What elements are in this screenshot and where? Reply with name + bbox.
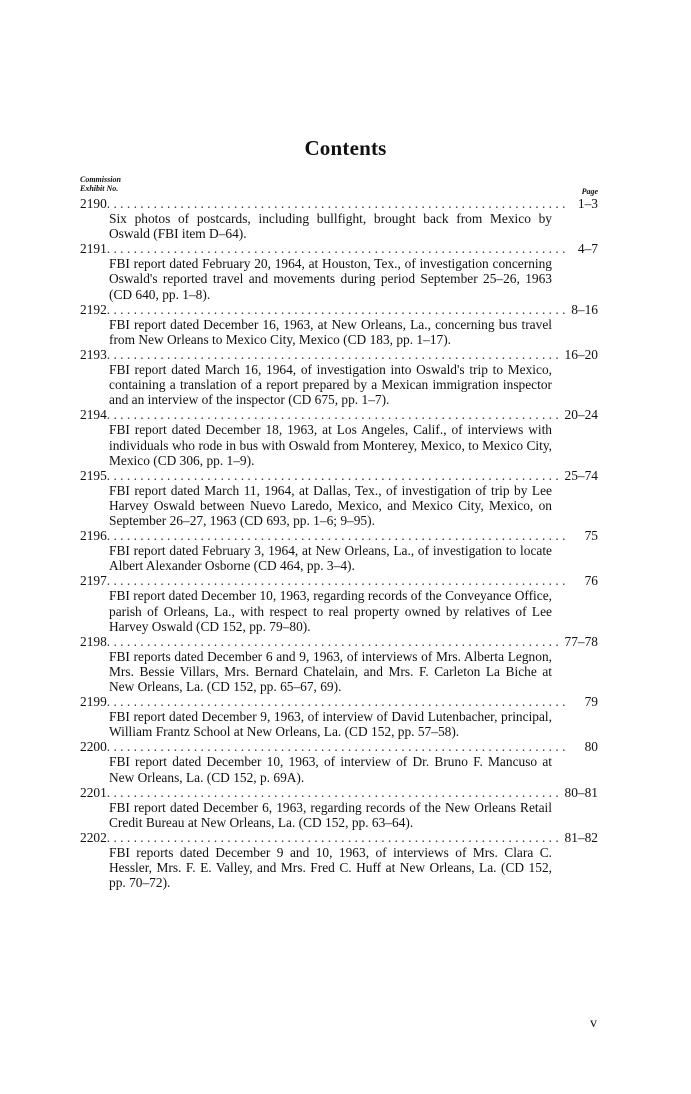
exhibit-number: 2200 (80, 739, 107, 755)
dot-leader (107, 830, 562, 845)
entry-header-line (80, 241, 598, 256)
exhibit-description: Six photos of postcards, including bullfight, brought back from Mexico by Oswald (FBI item D–64). (109, 211, 552, 242)
page-range: 20–24 (564, 407, 598, 423)
contents-entry (80, 830, 598, 890)
dot-leader (107, 407, 562, 422)
dot-leader (107, 302, 565, 317)
page-folio: v (590, 1016, 597, 1031)
exhibit-number: 2192 (80, 301, 107, 317)
entry-header-line (80, 739, 598, 754)
contents-entry (80, 785, 598, 830)
page-range: 80–81 (564, 784, 598, 800)
exhibit-description: FBI reports dated December 6 and 9, 1963, of interviews of Mrs. Alberta Legnon, Mrs. Bessie Villars, Mrs. Bernard Chatelain, and Mrs. F. Carleton La Biche at New Orleans, La. (CD 152, pp. 65–67, 69). (109, 648, 552, 694)
entry-header-line (80, 347, 598, 362)
exhibit-number: 2193 (80, 346, 107, 362)
page-title: Contents (304, 136, 387, 160)
exhibit-description: FBI report dated December 6, 1963, regarding records of the New Orleans Retail Credit Bureau at New Orleans, La. (CD 152, pp. 63–64). (109, 799, 552, 830)
contents-entry (80, 302, 598, 347)
exhibit-description: FBI report dated December 16, 1963, at New Orleans, La., concerning bus travel from New Orleans to Mexico City, Mexico (CD 183, pp. 1–17). (109, 316, 552, 347)
page-range: 79 (584, 694, 598, 710)
exhibit-number: 2201 (80, 784, 107, 800)
exhibit-number: 2202 (80, 829, 107, 845)
dot-leader (107, 634, 562, 649)
dot-leader (107, 694, 565, 709)
exhibit-description: FBI reports dated December 9 and 10, 1963, of interviews of Mrs. Clara C. Hessler, Mrs. F. E. Valley, and Mrs. Fred C. Huff at New Orleans, La. (CD 152, pp. 70–72). (109, 845, 552, 891)
exhibit-description: FBI report dated December 10, 1963, of interview of Dr. Bruno F. Mancuso at New Orleans, La. (CD 152, p. 69A). (109, 754, 552, 785)
column-heading-exhibit-line1: Commission (80, 175, 121, 184)
exhibit-description: FBI report dated December 10, 1963, regarding records of the Conveyance Office, parish of Orleans, La., with respect to real property owned by relatives of Lee Harvey Oswald (CD 152, pp. 79–80). (109, 588, 552, 634)
page-range: 1–3 (577, 196, 598, 211)
contents-entry (80, 468, 598, 528)
page-range: 80 (584, 739, 598, 755)
exhibit-number: 2198 (80, 633, 107, 649)
exhibit-number: 2191 (80, 241, 107, 257)
exhibit-number: 2197 (80, 573, 107, 589)
exhibit-description: FBI report dated March 11, 1964, at Dallas, Tex., of investigation of trip by Lee Harvey Oswald between Nuevo Laredo, Mexico, and Mexico City, Mexico, on September 26–27, 1963 (CD 693, pp. 1–6; 9–95). (109, 482, 552, 528)
column-heading-page: Page (581, 187, 598, 196)
exhibit-number: 2190 (80, 196, 107, 211)
entry-header-line (80, 302, 598, 317)
contents-entry (80, 241, 598, 301)
page-range: 75 (584, 528, 598, 544)
contents-list (80, 196, 598, 890)
dot-leader (107, 347, 562, 362)
exhibit-description: FBI report dated December 18, 1963, at Los Angeles, Calif., of interviews with individuals who rode in bus with Oswald from Monterey, Mexico, to Mexico City, Mexico (CD 306, pp. 1–9). (109, 422, 552, 468)
page-range: 16–20 (564, 346, 598, 362)
exhibit-number: 2195 (80, 467, 107, 483)
contents-entry (80, 196, 598, 241)
exhibit-description: FBI report dated February 20, 1964, at Houston, Tex., of investigation concerning Oswald's reported travel and movements during period September 25–26, 1963 (CD 640, pp. 1–8). (109, 256, 552, 302)
entry-header-line (80, 528, 598, 543)
dot-leader (107, 785, 562, 800)
exhibit-number: 2194 (80, 407, 107, 423)
exhibit-number: 2196 (80, 528, 107, 544)
dot-leader (107, 573, 565, 588)
column-heading-exhibit-line2: Exhibit No. (80, 184, 119, 193)
page-range: 4–7 (577, 241, 598, 257)
contents-entry (80, 739, 598, 784)
dot-leader (107, 739, 565, 754)
contents-entry (80, 694, 598, 739)
contents-entry (80, 573, 598, 633)
page-range: 76 (584, 573, 598, 589)
exhibit-description: FBI report dated February 3, 1964, at New Orleans, La., of investigation to locate Albert Alexander Osborne (CD 464, pp. 3–4). (109, 543, 552, 574)
page-range: 81–82 (564, 829, 598, 845)
dot-leader (107, 528, 565, 543)
entry-header-line (80, 694, 598, 709)
column-heading-exhibit (80, 175, 160, 193)
entry-header-line (80, 468, 598, 483)
entry-header-line (80, 830, 598, 845)
exhibit-number: 2199 (80, 694, 107, 710)
dot-leader (107, 241, 565, 256)
page-range: 77–78 (564, 633, 598, 649)
contents-entry (80, 407, 598, 467)
exhibit-description: FBI report dated March 16, 1964, of investigation into Oswald's trip to Mexico, containing a translation of a report prepared by a Mexican immigration inspector and an interview of the inspector (CD 675, pp. 1–7). (109, 362, 552, 408)
dot-leader (107, 468, 562, 483)
contents-entry (80, 528, 598, 573)
entry-header-line (80, 634, 598, 649)
exhibit-description: FBI report dated December 9, 1963, of interview of David Lutenbacher, principal, William Frantz School at New Orleans, La. (CD 152, pp. 57–58). (109, 709, 552, 740)
contents-entry (80, 347, 598, 407)
entry-header-line (80, 785, 598, 800)
page-range: 25–74 (564, 467, 598, 483)
entry-header-line (80, 573, 598, 588)
entry-header-line (80, 196, 598, 211)
contents-entry (80, 634, 598, 694)
page-range: 8–16 (571, 301, 598, 317)
entry-header-line (80, 407, 598, 422)
dot-leader (107, 196, 565, 211)
